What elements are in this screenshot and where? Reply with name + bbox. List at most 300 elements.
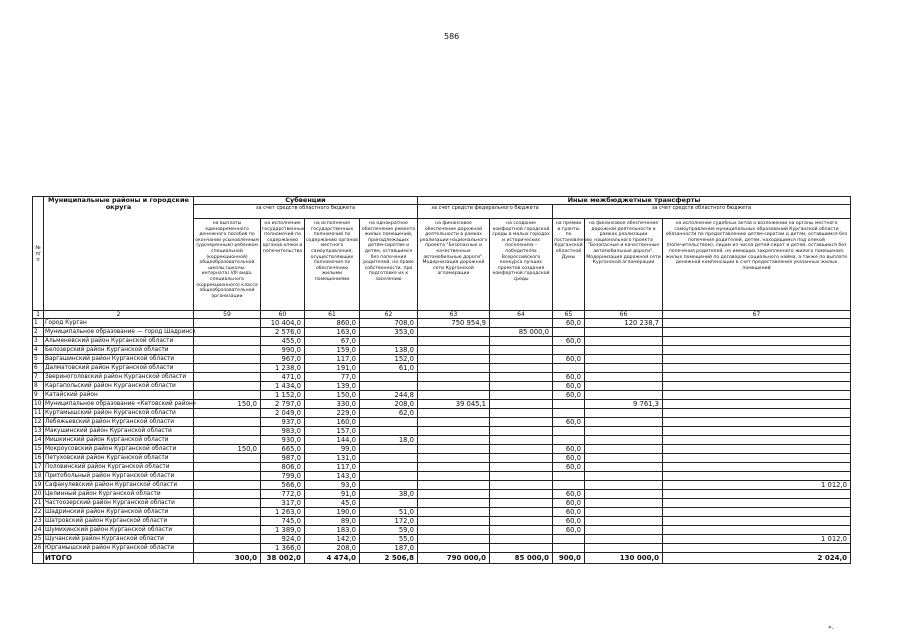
- total-col-61: 4 474,0: [305, 553, 360, 564]
- municipality-name-cell: Далматовский район Курганской области: [44, 364, 194, 373]
- value-cell-59: 150,0: [194, 445, 261, 454]
- value-cell-63: [418, 544, 490, 553]
- value-cell-59: [194, 490, 261, 499]
- value-cell-65: 60,0: [553, 319, 585, 328]
- value-cell-63: [418, 499, 490, 508]
- value-cell-64: [490, 544, 553, 553]
- municipality-name-cell: Юргамышский район Курганской области: [44, 544, 194, 553]
- value-cell-61: 330,0: [305, 400, 360, 409]
- value-cell-66: [585, 445, 663, 454]
- value-cell-59: [194, 427, 261, 436]
- municipality-name-cell: Мокроусовский район Курганской области: [44, 445, 194, 454]
- value-cell-59: [194, 508, 261, 517]
- header-col-62: на однократное обеспечение ремонта жилых помещений, принадлежащих детям-сиротам и детям, оставшимся без попечения родителей, на праве собственности, при подготовке их к заселению: [360, 219, 418, 311]
- value-cell-61: 142,0: [305, 535, 360, 544]
- value-cell-64: [490, 382, 553, 391]
- value-cell-59: [194, 418, 261, 427]
- column-index: 2: [44, 311, 194, 319]
- value-cell-67: [663, 490, 851, 499]
- value-cell-59: [194, 382, 261, 391]
- municipality-name-cell: Варгашинский район Курганской области: [44, 355, 194, 364]
- value-cell-59: [194, 391, 261, 400]
- value-cell-66: [585, 373, 663, 382]
- column-index: 65: [553, 311, 585, 319]
- row-number-cell: 14: [33, 436, 44, 445]
- table-row: [33, 517, 851, 526]
- value-cell-66: [585, 328, 663, 337]
- value-cell-59: [194, 535, 261, 544]
- value-cell-63: [418, 526, 490, 535]
- value-cell-62: [360, 499, 418, 508]
- value-cell-66: [585, 427, 663, 436]
- value-cell-61: 117,0: [305, 463, 360, 472]
- row-number-cell: 19: [33, 481, 44, 490]
- row-number-cell: 16: [33, 454, 44, 463]
- value-cell-62: [360, 427, 418, 436]
- value-cell-63: [418, 409, 490, 418]
- total-col-59: 300,0: [194, 553, 261, 564]
- value-cell-59: [194, 481, 261, 490]
- value-cell-59: [194, 373, 261, 382]
- value-cell-67: [663, 355, 851, 364]
- value-cell-64: [490, 364, 553, 373]
- value-cell-63: [418, 463, 490, 472]
- value-cell-67: [663, 454, 851, 463]
- value-cell-60: 1 238,0: [261, 364, 305, 373]
- value-cell-60: 937,0: [261, 418, 305, 427]
- total-col-64: 85 000,0: [490, 553, 553, 564]
- value-cell-66: [585, 472, 663, 481]
- value-cell-64: [490, 499, 553, 508]
- value-cell-61: 183,0: [305, 526, 360, 535]
- column-index: 67: [663, 311, 851, 319]
- value-cell-65: 60,0: [553, 418, 585, 427]
- value-cell-60: 2 797,0: [261, 400, 305, 409]
- row-number-cell: 13: [33, 427, 44, 436]
- column-index: 64: [490, 311, 553, 319]
- value-cell-66: [585, 544, 663, 553]
- value-cell-59: [194, 472, 261, 481]
- table-row: [33, 508, 851, 517]
- value-cell-66: [585, 481, 663, 490]
- value-cell-65: 60,0: [553, 490, 585, 499]
- value-cell-67: [663, 319, 851, 328]
- table-body: [33, 319, 851, 553]
- value-cell-64: [490, 355, 553, 364]
- value-cell-65: 60,0: [553, 454, 585, 463]
- table-row: [33, 418, 851, 427]
- value-cell-65: 60,0: [553, 526, 585, 535]
- value-cell-60: 1 366,0: [261, 544, 305, 553]
- row-number-cell: 18: [33, 472, 44, 481]
- value-cell-66: [585, 463, 663, 472]
- value-cell-64: [490, 427, 553, 436]
- municipality-name-cell: Макушинский район Курганской области: [44, 427, 194, 436]
- row-number-cell: 1: [33, 319, 44, 328]
- header-other-transfers: Иные межбюджетные трансферты: [418, 197, 851, 205]
- value-cell-66: [585, 355, 663, 364]
- column-index-row: [33, 311, 851, 319]
- value-cell-66: [585, 418, 663, 427]
- value-cell-64: 85 000,0: [490, 328, 553, 337]
- value-cell-67: [663, 373, 851, 382]
- budget-table-container: [32, 196, 850, 564]
- header-municipality: Муниципальные районы и городские округа: [44, 197, 194, 311]
- value-cell-63: [418, 508, 490, 517]
- value-cell-67: [663, 472, 851, 481]
- value-cell-64: [490, 517, 553, 526]
- value-cell-66: [585, 391, 663, 400]
- municipality-name-cell: Муниципальное образование «Кетовский район»: [45, 400, 197, 407]
- municipality-name-cell: Шумихинский район Курганской области: [44, 526, 194, 535]
- value-cell-59: [194, 364, 261, 373]
- value-cell-60: 772,0: [261, 490, 305, 499]
- value-cell-64: [490, 418, 553, 427]
- value-cell-63: [418, 427, 490, 436]
- municipality-name-cell: Сафакулевский район Курганской области: [44, 481, 194, 490]
- value-cell-59: [194, 517, 261, 526]
- value-cell-62: 172,0: [360, 517, 418, 526]
- value-cell-64: [490, 337, 553, 346]
- table-row: [33, 445, 851, 454]
- row-number-cell: 4: [33, 346, 44, 355]
- value-cell-62: [360, 373, 418, 382]
- value-cell-64: [490, 490, 553, 499]
- value-cell-63: [418, 418, 490, 427]
- row-number-cell: 26: [33, 544, 44, 553]
- value-cell-64: [490, 373, 553, 382]
- value-cell-61: 159,0: [305, 346, 360, 355]
- value-cell-59: [194, 526, 261, 535]
- value-cell-64: [490, 391, 553, 400]
- value-cell-59: [194, 499, 261, 508]
- header-col-64: на создание комфортной городской среды в малых городах и исторических поселениях - победителях Всероссийского конкурса лучших проектов создания комфортной городской среды: [490, 219, 553, 311]
- value-cell-63: [418, 382, 490, 391]
- value-cell-61: 91,0: [305, 490, 360, 499]
- value-cell-67: [663, 400, 851, 409]
- value-cell-67: [663, 508, 851, 517]
- value-cell-67: 1 012,0: [663, 481, 851, 490]
- value-cell-65: [553, 535, 585, 544]
- value-cell-59: [194, 409, 261, 418]
- municipality-name-cell: Шатровский район Курганской области: [44, 517, 194, 526]
- value-cell-67: [663, 463, 851, 472]
- header-col-67: на исполнение судебных актов о возложении на органы местного самоуправления муниципальных образований Курганской области обязанности по предоставлению детям-сиротам и детям, оставшимся без попечения родителей, детям, находящимся под опекой (попечительством), лицам из числа детей-сирот и детей, оставшихся без попечения родителей, не имеющих закрепленного жилого помещения, жилых помещений по договорам социального найма, а также по выплате денежной компенсации в счет предоставления указанных жилых помещений: [663, 219, 851, 311]
- header-regional-source: за счет средств областного бюджета: [553, 205, 851, 219]
- header-subventions-source: за счет средств областного бюджета: [194, 205, 418, 219]
- value-cell-62: 152,0: [360, 355, 418, 364]
- value-cell-62: [360, 418, 418, 427]
- value-cell-65: 60,0: [553, 373, 585, 382]
- value-cell-62: [360, 445, 418, 454]
- value-cell-62: [360, 454, 418, 463]
- page-number: 586: [444, 32, 460, 41]
- value-cell-61: 190,0: [305, 508, 360, 517]
- table-row: [33, 364, 851, 373]
- value-cell-62: 38,0: [360, 490, 418, 499]
- value-cell-66: [585, 346, 663, 355]
- table-row: [33, 391, 851, 400]
- value-cell-59: [194, 319, 261, 328]
- table-row: [33, 382, 851, 391]
- closing-quote-mark: ».: [828, 624, 834, 631]
- value-cell-66: [585, 454, 663, 463]
- value-cell-67: [663, 517, 851, 526]
- total-col-66: 130 000,0: [585, 553, 663, 564]
- value-cell-63: [418, 373, 490, 382]
- table-row: [33, 328, 851, 337]
- value-cell-67: [663, 337, 851, 346]
- value-cell-61: 143,0: [305, 472, 360, 481]
- value-cell-63: [418, 328, 490, 337]
- table-row: [33, 337, 851, 346]
- value-cell-60: 930,0: [261, 436, 305, 445]
- value-cell-61: 77,0: [305, 373, 360, 382]
- table-row: [33, 535, 851, 544]
- value-cell-59: [194, 454, 261, 463]
- header-col-60: на исполнение государственных полномочий по содержанию органов опеки и попечительства: [261, 219, 305, 311]
- value-cell-59: [194, 328, 261, 337]
- row-number-cell: 12: [33, 418, 44, 427]
- value-cell-60: 10 404,0: [261, 319, 305, 328]
- row-number-cell: 3: [33, 337, 44, 346]
- row-number-cell: 6: [33, 364, 44, 373]
- value-cell-62: 51,0: [360, 508, 418, 517]
- value-cell-63: [418, 490, 490, 499]
- value-cell-61: 208,0: [305, 544, 360, 553]
- value-cell-63: [418, 337, 490, 346]
- value-cell-60: 967,0: [261, 355, 305, 364]
- value-cell-60: 2 576,0: [261, 328, 305, 337]
- total-col-63: 790 000,0: [418, 553, 490, 564]
- column-index: 1: [33, 311, 44, 319]
- value-cell-64: [490, 526, 553, 535]
- value-cell-64: [490, 346, 553, 355]
- value-cell-64: [490, 463, 553, 472]
- value-cell-61: 117,0: [305, 355, 360, 364]
- value-cell-64: [490, 472, 553, 481]
- value-cell-66: [585, 364, 663, 373]
- value-cell-62: [360, 337, 418, 346]
- value-cell-67: [663, 427, 851, 436]
- row-number-cell: 10: [33, 400, 44, 409]
- header-col-59: на выплаты единовременного денежного пособия по окончании усыновленным (удочеренным) ребенком специальной (коррекционной) общеобразовательной школы (школы-интерната) VIII вида, специального (коррекционного) класса общеобразовательной организации: [194, 219, 261, 311]
- value-cell-61: 150,0: [305, 391, 360, 400]
- value-cell-60: 983,0: [261, 427, 305, 436]
- value-cell-66: [585, 508, 663, 517]
- value-cell-62: 187,0: [360, 544, 418, 553]
- value-cell-66: [585, 535, 663, 544]
- value-cell-61: 860,0: [305, 319, 360, 328]
- value-cell-65: [553, 427, 585, 436]
- value-cell-67: [663, 364, 851, 373]
- value-cell-62: 59,0: [360, 526, 418, 535]
- value-cell-61: 45,0: [305, 499, 360, 508]
- municipality-name-cell: Альменевский район Курганской области: [44, 337, 194, 346]
- value-cell-65: [553, 409, 585, 418]
- value-cell-67: [663, 526, 851, 535]
- row-number-cell: 7: [33, 373, 44, 382]
- value-cell-61: 139,0: [305, 382, 360, 391]
- row-number-cell: 15: [33, 445, 44, 454]
- value-cell-65: 60,0: [553, 517, 585, 526]
- value-cell-61: 131,0: [305, 454, 360, 463]
- table-row: [33, 436, 851, 445]
- value-cell-64: [490, 454, 553, 463]
- value-cell-66: [585, 337, 663, 346]
- value-cell-64: [490, 319, 553, 328]
- value-cell-67: [663, 328, 851, 337]
- value-cell-65: 60,0: [553, 463, 585, 472]
- municipality-name-cell: Шадринский район Курганской области: [44, 508, 194, 517]
- table-row: [33, 499, 851, 508]
- value-cell-61: 160,0: [305, 418, 360, 427]
- value-cell-61: 163,0: [305, 328, 360, 337]
- value-cell-64: [490, 436, 553, 445]
- row-number-cell: 25: [33, 535, 44, 544]
- total-col-67: 2 024,0: [663, 553, 851, 564]
- value-cell-60: 455,0: [261, 337, 305, 346]
- value-cell-65: [553, 481, 585, 490]
- row-number-cell: 24: [33, 526, 44, 535]
- header-federal-source: за счет средств федерального бюджета: [418, 205, 553, 219]
- value-cell-63: [418, 535, 490, 544]
- value-cell-60: 987,0: [261, 454, 305, 463]
- table-row: [33, 454, 851, 463]
- value-cell-66: [585, 499, 663, 508]
- value-cell-63: [418, 436, 490, 445]
- value-cell-65: 60,0: [553, 391, 585, 400]
- value-cell-60: 665,0: [261, 445, 305, 454]
- column-index: 66: [585, 311, 663, 319]
- value-cell-62: 55,0: [360, 535, 418, 544]
- value-cell-60: 745,0: [261, 517, 305, 526]
- value-cell-60: 1 434,0: [261, 382, 305, 391]
- value-cell-60: 2 049,0: [261, 409, 305, 418]
- value-cell-62: 138,0: [360, 346, 418, 355]
- total-number-cell: [33, 553, 44, 564]
- value-cell-65: [553, 400, 585, 409]
- value-cell-63: 39 045,1: [418, 400, 490, 409]
- value-cell-64: [490, 508, 553, 517]
- table-row: [33, 481, 851, 490]
- value-cell-66: [585, 517, 663, 526]
- value-cell-59: [194, 436, 261, 445]
- header-col-63: на финансовое обеспечение дорожной деятельности в рамках реализации национального проекта "Безопасные и качественные автомобильные дороги". Модернизация дорожной сети Курганской агломерации: [418, 219, 490, 311]
- value-cell-64: [490, 409, 553, 418]
- value-cell-61: 67,0: [305, 337, 360, 346]
- total-row: [33, 553, 851, 564]
- value-cell-60: 1 263,0: [261, 508, 305, 517]
- table-row: [33, 346, 851, 355]
- municipality-name-cell: Белозерский район Курганской области: [44, 346, 194, 355]
- row-number-cell: 23: [33, 517, 44, 526]
- value-cell-62: 18,0: [360, 436, 418, 445]
- value-cell-65: 60,0: [553, 445, 585, 454]
- value-cell-67: [663, 382, 851, 391]
- value-cell-66: [585, 526, 663, 535]
- row-number-cell: 5: [33, 355, 44, 364]
- municipality-name-cell: Щучанский район Курганской области: [44, 535, 194, 544]
- value-cell-65: [553, 544, 585, 553]
- value-cell-62: 708,0: [360, 319, 418, 328]
- value-cell-59: [194, 346, 261, 355]
- value-cell-65: 60,0: [553, 382, 585, 391]
- municipality-name-cell: Частоозерский район Курганской области: [44, 499, 194, 508]
- value-cell-62: 61,0: [360, 364, 418, 373]
- value-cell-62: [360, 472, 418, 481]
- value-cell-63: [418, 481, 490, 490]
- value-cell-63: [418, 454, 490, 463]
- row-number-cell: 9: [33, 391, 44, 400]
- value-cell-64: [490, 535, 553, 544]
- value-cell-67: [663, 544, 851, 553]
- value-cell-67: [663, 409, 851, 418]
- value-cell-67: [663, 499, 851, 508]
- value-cell-66: 9 761,3: [585, 400, 663, 409]
- value-cell-63: [418, 391, 490, 400]
- value-cell-67: [663, 346, 851, 355]
- total-col-60: 38 002,0: [261, 553, 305, 564]
- column-index: 61: [305, 311, 360, 319]
- value-cell-60: 471,0: [261, 373, 305, 382]
- column-index: 60: [261, 311, 305, 319]
- value-cell-66: [585, 490, 663, 499]
- table-row: [33, 355, 851, 364]
- table-row: [33, 490, 851, 499]
- value-cell-61: 99,0: [305, 445, 360, 454]
- value-cell-63: 750 954,9: [418, 319, 490, 328]
- value-cell-67: [663, 436, 851, 445]
- value-cell-64: [490, 400, 553, 409]
- value-cell-65: [553, 328, 585, 337]
- row-number-cell: 11: [33, 409, 44, 418]
- table-row: [33, 463, 851, 472]
- municipality-name-cell: Катайский район: [44, 391, 194, 400]
- header-subventions: Субвенции: [194, 197, 418, 205]
- table-row: [33, 544, 851, 553]
- value-cell-60: 1 389,0: [261, 526, 305, 535]
- row-number-cell: 21: [33, 499, 44, 508]
- value-cell-66: [585, 382, 663, 391]
- value-cell-67: [663, 391, 851, 400]
- value-cell-60: 806,0: [261, 463, 305, 472]
- value-cell-65: [553, 436, 585, 445]
- total-col-62: 2 506,8: [360, 553, 418, 564]
- municipality-name-cell: Муниципальное образование — город Шадринск: [45, 328, 196, 335]
- value-cell-60: 566,0: [261, 481, 305, 490]
- table-row: [33, 373, 851, 382]
- table-row: [33, 526, 851, 535]
- municipality-name-cell: Лебяжьевский район Курганской области: [44, 418, 194, 427]
- municipality-name-cell: Звериноголовский район Курганской области: [44, 373, 194, 382]
- value-cell-62: 62,0: [360, 409, 418, 418]
- value-cell-60: 317,0: [261, 499, 305, 508]
- value-cell-65: 60,0: [553, 508, 585, 517]
- table-row: [33, 472, 851, 481]
- column-index: 62: [360, 311, 418, 319]
- value-cell-59: [194, 463, 261, 472]
- column-index: 59: [194, 311, 261, 319]
- value-cell-60: 799,0: [261, 472, 305, 481]
- value-cell-61: 93,0: [305, 481, 360, 490]
- column-index: 63: [418, 311, 490, 319]
- value-cell-61: 191,0: [305, 364, 360, 373]
- value-cell-65: 60,0: [553, 337, 585, 346]
- header-col-66: на финансовое обеспечение дорожной деятельности в рамках реализации национального проекта "Безопасные и качественные автомобильные дороги". Модернизация дорожной сети Курганской агломерации: [585, 219, 663, 311]
- value-cell-65: [553, 346, 585, 355]
- value-cell-66: [585, 436, 663, 445]
